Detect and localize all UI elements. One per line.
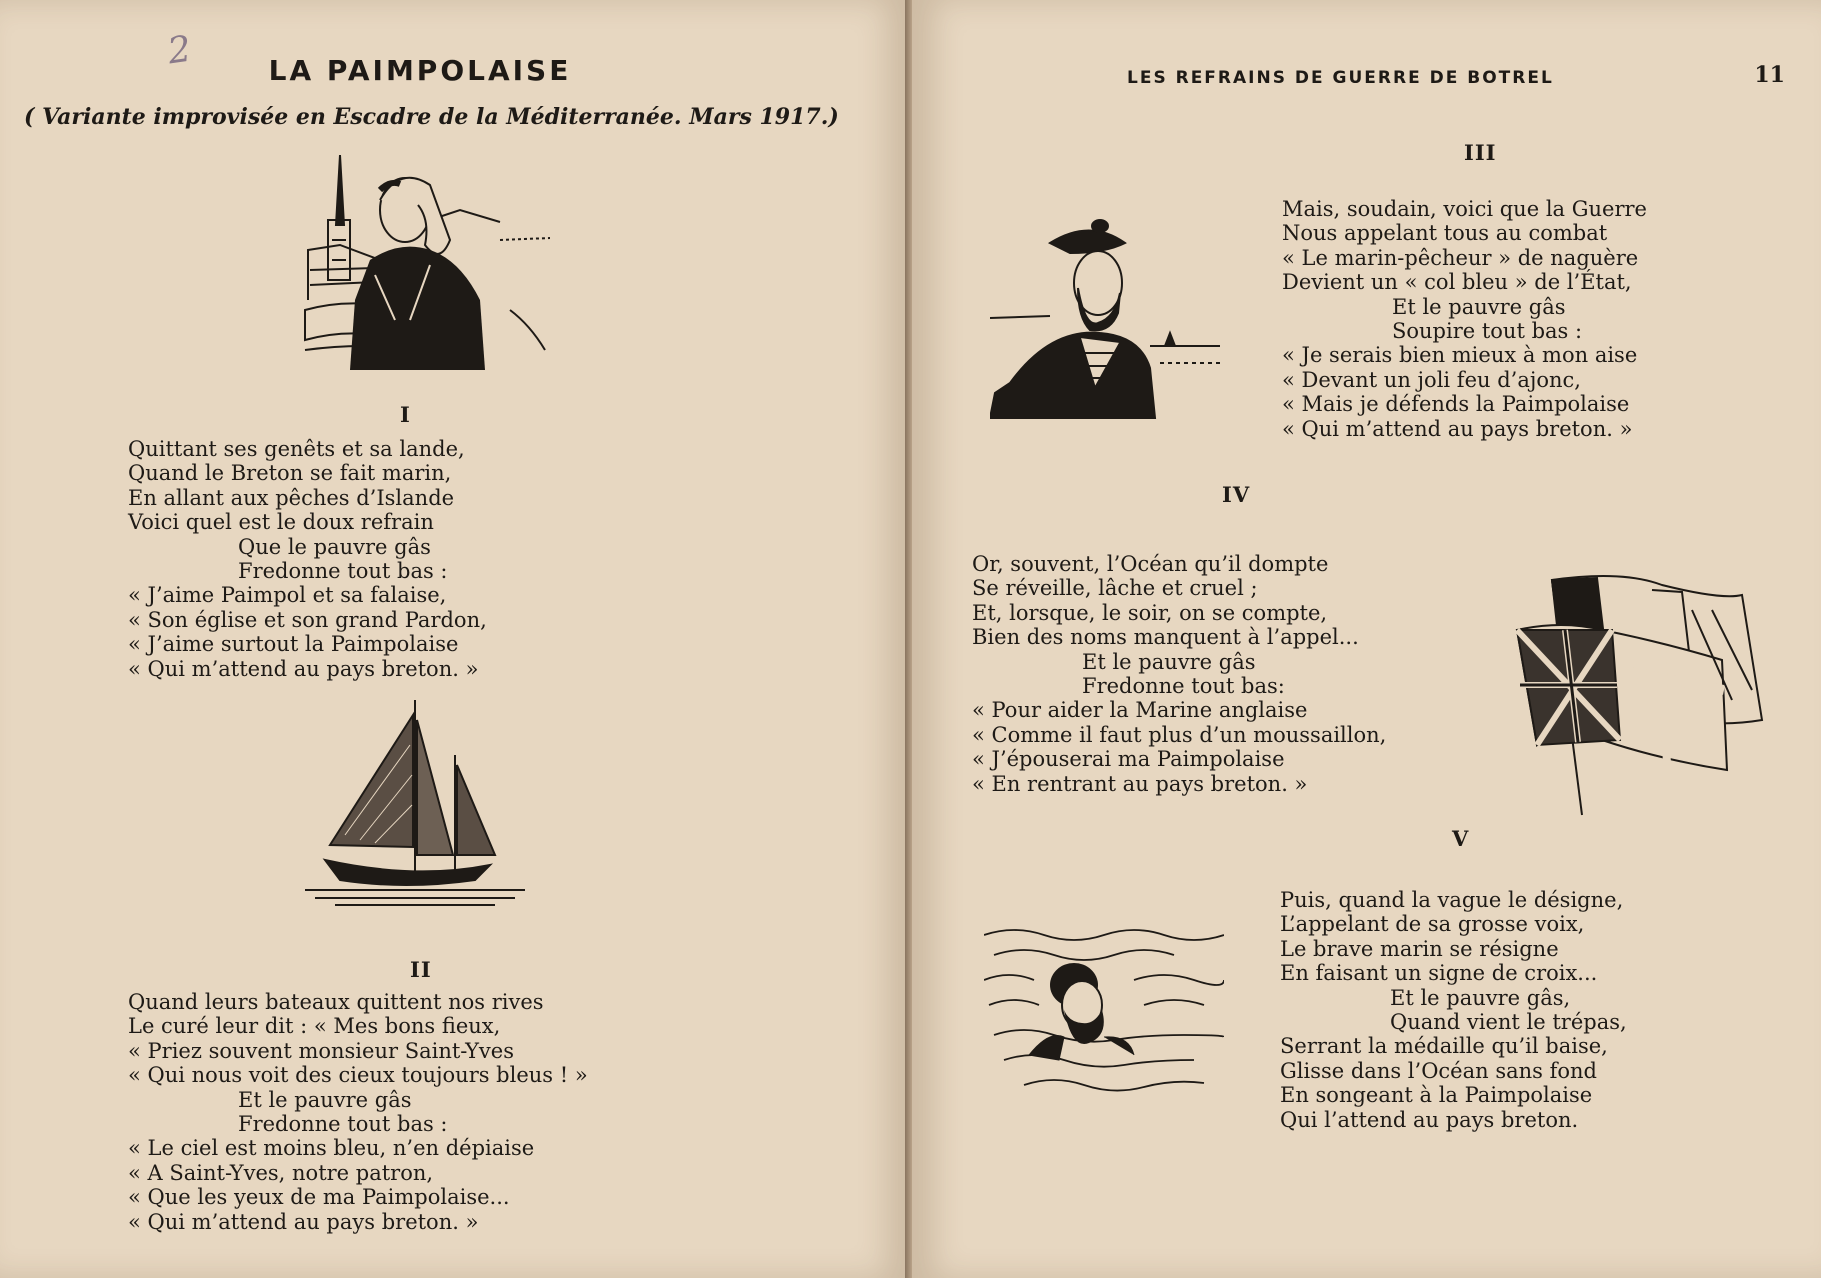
page-number: 11 xyxy=(1754,62,1785,88)
verse-line: Bien des noms manquent à l’appel... xyxy=(972,625,1359,650)
stanza-numeral: III xyxy=(1464,140,1497,165)
verse-line: Mais, soudain, voici que la Guerre xyxy=(1282,197,1647,221)
verse-line: « Que les yeux de ma Paimpolaise... xyxy=(128,1185,510,1210)
verse-line: Quand le Breton se fait marin, xyxy=(128,461,452,486)
verse-line: « J’aime surtout la Paimpolaise xyxy=(128,632,459,657)
verse-line: Quand vient le trépas, xyxy=(1390,1010,1627,1035)
subtitle: ( Variante improvisée en Escadre de la Méditerranée. Mars 1917.) xyxy=(24,104,839,130)
verse-line: « Devant un joli feu d’ajonc, xyxy=(1282,367,1581,392)
verse-line: « Qui m’attend au pays breton. » xyxy=(1282,416,1633,441)
verse-line: « Son église et son grand Pardon, xyxy=(128,607,487,632)
sailboat-illustration xyxy=(305,695,525,915)
verse-line: Qui l’attend au pays breton. xyxy=(1280,1107,1579,1132)
stanza-numeral: I xyxy=(400,402,411,427)
left-page xyxy=(0,0,905,1278)
paimpolaise-woman-illustration xyxy=(300,150,550,380)
flags-illustration xyxy=(1502,570,1782,820)
verse-line: « Pour aider la Marine anglaise xyxy=(972,698,1308,723)
verse-line: Voici quel est le doux refrain xyxy=(128,510,434,535)
verse-line: « Qui nous voit des cieux toujours bleus ! » xyxy=(128,1063,588,1088)
page-title: LA PAIMPOLAISE xyxy=(268,54,572,87)
verse-line: Fredonne tout bas : xyxy=(238,559,448,584)
verse-line: Et le pauvre gâs xyxy=(238,1087,412,1112)
verse-line: L’appelant de sa grosse voix, xyxy=(1280,912,1585,937)
verse-line: Soupire tout bas : xyxy=(1392,319,1583,344)
verse-line: Quand leurs bateaux quittent nos rives xyxy=(128,990,544,1014)
verse-line: « Le marin-pêcheur » de naguère xyxy=(1282,245,1639,270)
verse-line: « Je serais bien mieux à mon aise xyxy=(1282,343,1638,368)
sailor-illustration xyxy=(990,218,1220,428)
pencil-annotation: 2 xyxy=(165,28,194,73)
verse-line: « Qui m’attend au pays breton. » xyxy=(128,656,479,681)
verse-line: Fredonne tout bas : xyxy=(238,1112,448,1137)
verse-line: Fredonne tout bas: xyxy=(1082,674,1285,699)
stanza-numeral: IV xyxy=(1222,482,1251,507)
book-gutter xyxy=(905,0,912,1278)
verse-line: « J’aime Paimpol et sa falaise, xyxy=(128,583,447,608)
verse-line: « Mais je défends la Paimpolaise xyxy=(1282,392,1630,417)
verse-line: Devient un « col bleu » de l’État, xyxy=(1282,270,1632,295)
drowning-sailor-illustration xyxy=(984,925,1224,1105)
right-page xyxy=(912,0,1821,1278)
verse-line: En allant aux pêches d’Islande xyxy=(128,485,455,510)
verse-line: Puis, quand la vague le désigne, xyxy=(1280,888,1624,912)
verse-line: Que le pauvre gâs xyxy=(238,534,431,559)
verse-line: Serrant la médaille qu’il baise, xyxy=(1280,1034,1608,1059)
verse-line: « Le ciel est moins bleu, n’en dépiaise xyxy=(128,1136,535,1161)
stanza-numeral: V xyxy=(1452,826,1470,851)
stanza-2 xyxy=(128,990,588,1234)
verse-line: Nous appelant tous au combat xyxy=(1282,221,1608,246)
verse-line: « En rentrant au pays breton. » xyxy=(972,771,1308,796)
stanza-3 xyxy=(1282,197,1647,441)
verse-line: En faisant un signe de croix... xyxy=(1280,961,1598,986)
verse-line: Et le pauvre gâs, xyxy=(1390,985,1571,1010)
verse-line: Le curé leur dit : « Mes bons fieux, xyxy=(128,1014,501,1039)
verse-line: Et le pauvre gâs xyxy=(1392,294,1566,319)
verse-line: Glisse dans l’Océan sans fond xyxy=(1280,1058,1597,1083)
verse-line: Or, souvent, l’Océan qu’il dompte xyxy=(972,552,1329,576)
stanza-1 xyxy=(128,437,487,681)
verse-line: Quittant ses genêts et sa lande, xyxy=(128,437,465,461)
verse-line: Et, lorsque, le soir, on se compte, xyxy=(972,600,1328,625)
verse-line: « A Saint-Yves, notre patron, xyxy=(128,1160,434,1185)
running-head: LES REFRAINS DE GUERRE DE BOTREL xyxy=(1127,68,1554,88)
verse-line: « J’épouserai ma Paimpolaise xyxy=(972,747,1285,772)
stanza-5 xyxy=(1280,888,1627,1132)
verse-line: « Qui m’attend au pays breton. » xyxy=(128,1209,479,1234)
stanza-4 xyxy=(972,552,1386,796)
verse-line: « Priez souvent monsieur Saint-Yves xyxy=(128,1038,514,1063)
stanza-numeral: II xyxy=(410,957,432,982)
verse-line: Et le pauvre gâs xyxy=(1082,649,1256,674)
verse-line: Le brave marin se résigne xyxy=(1280,936,1559,961)
verse-line: « Comme il faut plus d’un moussaillon, xyxy=(972,722,1387,747)
verse-line: Se réveille, lâche et cruel ; xyxy=(972,576,1258,601)
verse-line: En songeant à la Paimpolaise xyxy=(1280,1083,1593,1108)
